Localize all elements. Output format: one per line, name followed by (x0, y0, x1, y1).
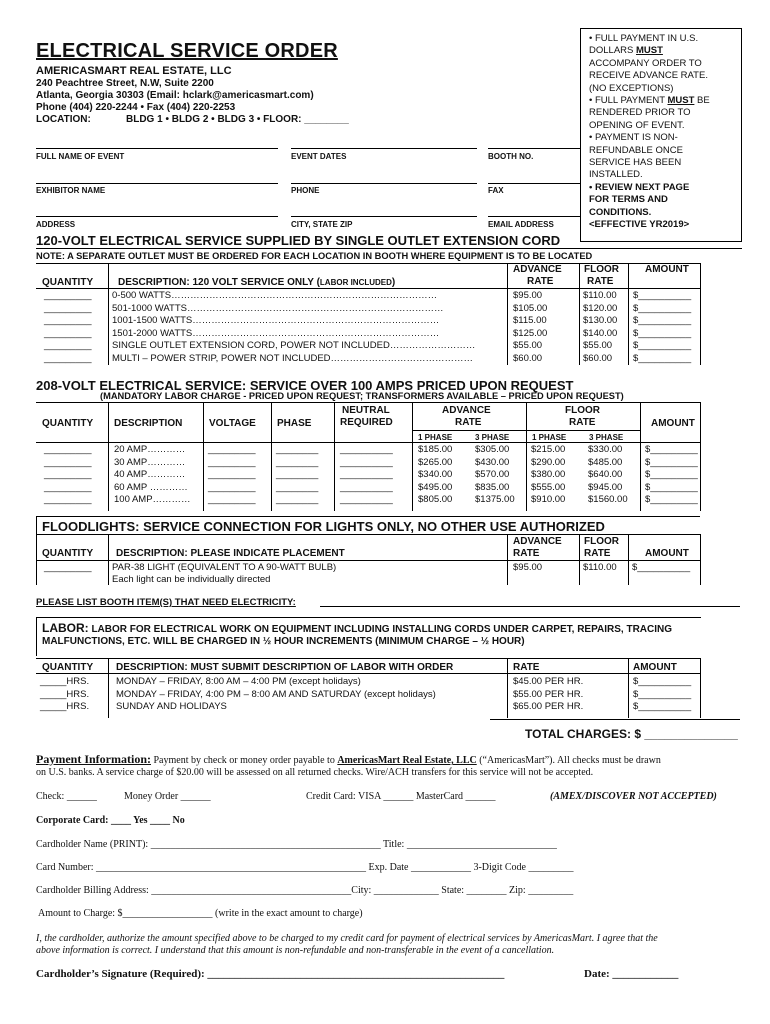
total-charges[interactable]: TOTAL CHARGES: $ ______________ (525, 727, 738, 741)
col-amount: AMOUNT (645, 264, 689, 275)
advance-rate-cell: $125.00 (513, 327, 548, 339)
page-title: ELECTRICAL SERVICE ORDER (36, 40, 338, 62)
floor-1-phase-cell: $290.00 (531, 456, 566, 468)
credit-card-option[interactable]: Credit Card: VISA ______ MasterCard ______ (306, 791, 496, 802)
rate-cell: $65.00 PER HR. (513, 701, 584, 712)
rate-cell: $55.00 PER HR. (513, 688, 584, 700)
neutral-input[interactable]: __________ (340, 494, 393, 506)
quantity-input[interactable]: _________ (44, 327, 92, 339)
notice-emphasis: MUST (636, 45, 663, 57)
description-cell: SINGLE OUTLET EXTENSION CORD, POWER NOT INCLUDED……………………… (112, 340, 476, 351)
col-neutral: NEUTRAL (342, 405, 390, 416)
floor-3-phase-cell: $485.00 (588, 456, 623, 468)
corporate-card-option[interactable]: Corporate Card: ____ Yes ____ No (36, 815, 185, 826)
quantity-input[interactable]: _________ (44, 456, 92, 468)
notice-text: DOLLARS (589, 45, 636, 57)
advance-rate-cell: $95.00 (513, 290, 543, 301)
divider (36, 288, 700, 289)
booth-items-label: PLEASE LIST BOOTH ITEM(S) THAT NEED ELECTRICITY: (36, 597, 296, 608)
col-floor: FLOOR (584, 536, 619, 547)
amount-input[interactable]: $_________ (645, 469, 698, 481)
quantity-input[interactable]: _________ (44, 302, 92, 314)
col-floor-rate: RATE (584, 548, 611, 559)
amount-input[interactable]: $_________ (645, 481, 698, 493)
notice-line: • REVIEW NEXT PAGE (589, 181, 690, 193)
notice-line: CONDITIONS. (589, 206, 652, 218)
divider (579, 263, 580, 365)
company-name: AMERICASMART REAL ESTATE, LLC (36, 65, 232, 77)
col-quantity: QUANTITY (42, 662, 94, 673)
section-floodlights-title: FLOODLIGHTS: SERVICE CONNECTION FOR LIGHTS ONLY, NO OTHER USE AUTHORIZED (42, 519, 605, 534)
notice-line: • PAYMENT IS NON- (589, 132, 678, 144)
floor-1-phase-cell: $555.00 (531, 481, 566, 493)
neutral-input[interactable]: __________ (340, 481, 393, 493)
col-3-phase: 3 PHASE (475, 433, 510, 442)
money-order-option[interactable]: Money Order ______ (124, 791, 211, 802)
description-cell: 40 AMP………… (114, 469, 186, 481)
advance-1-phase-cell: $495.00 (418, 481, 453, 493)
section-120v-note: NOTE: A SEPARATE OUTLET MUST BE ORDERED FOR EACH LOCATION IN BOOTH WHERE EQUIPMENT IS TO BE LOCATED (36, 251, 593, 261)
notice-line: (NO EXCEPTIONS) (589, 82, 674, 94)
labor-description (42, 621, 672, 635)
voltage-input[interactable]: _________ (208, 494, 256, 506)
description-cell: MULTI – POWER STRIP, POWER NOT INCLUDED……………………………………… (112, 352, 474, 364)
labor-title: LABOR: (42, 621, 89, 635)
hours-input[interactable]: _____HRS. (40, 676, 90, 687)
labor-text: LABOR FOR ELECTRICAL WORK ON EQUIPMENT INCLUDING INSTALLING CORDS UNDER CARPET, REPAIRS, TRACING (88, 624, 673, 635)
location-options[interactable]: BLDG 1 • BLDG 2 • BLDG 3 • FLOOR: ________ (126, 114, 349, 125)
floor-rate-cell: $130.00 (583, 315, 618, 326)
col-description-end: ) (391, 277, 396, 288)
floor-3-phase-cell: $1560.00 (588, 494, 628, 506)
section-120v-title: 120-VOLT ELECTRICAL SERVICE SUPPLIED BY SINGLE OUTLET EXTENSION CORD (36, 233, 561, 248)
floodlight-note: Each light can be individually directed (112, 574, 271, 585)
amount-to-charge-field[interactable]: Amount to Charge: $__________________ (write in the exact amount to charge) (38, 908, 363, 919)
full-name-label: FULL NAME OF EVENT (36, 152, 125, 161)
authorization-text-1: I, the cardholder, authorize the amount specified above to be charged to my credit card for payment of electrical services by AmericasMart. I agree that the (36, 933, 658, 944)
phase-input[interactable]: ________ (276, 456, 319, 468)
amount-input[interactable]: $__________ (633, 315, 692, 326)
divider (507, 263, 508, 365)
amount-input[interactable]: $__________ (633, 701, 692, 712)
col-description (118, 277, 395, 288)
phase-input[interactable]: ________ (276, 469, 319, 481)
cardholder-name-field[interactable]: Cardholder Name (PRINT): ______________________________________________ Title: ______________________________ (36, 839, 557, 850)
floodlight-amount[interactable]: $__________ (632, 562, 691, 573)
col-floor: FLOOR (584, 264, 619, 275)
description-cell: 501-1000 WATTS……………………………………………………………………… (112, 302, 444, 314)
advance-rate-cell: $60.00 (513, 352, 543, 364)
company-city-email: Atlanta, Georgia 30303 (Email: hclark@americasmart.com) (36, 90, 314, 101)
quantity-input[interactable]: _________ (44, 444, 92, 455)
divider (36, 673, 700, 674)
col-neutral-required: REQUIRED (340, 417, 393, 428)
event-dates-field[interactable] (291, 148, 477, 149)
floor-1-phase-cell: $215.00 (531, 444, 566, 455)
advance-1-phase-cell: $805.00 (418, 494, 453, 506)
notice-emphasis: MUST (667, 95, 695, 107)
neutral-input[interactable]: __________ (340, 444, 393, 455)
advance-1-phase-cell: $265.00 (418, 456, 453, 468)
description-cell: 1501-2000 WATTS…………………………………………………………………… (112, 327, 440, 339)
amount-input[interactable]: $__________ (633, 352, 692, 364)
description-cell: 20 AMP………… (114, 444, 186, 455)
divider (36, 442, 700, 443)
advance-3-phase-cell: $1375.00 (475, 494, 515, 506)
floodlight-advance-rate: $95.00 (513, 562, 543, 573)
divider (700, 402, 701, 511)
col-advance: ADVANCE (513, 264, 562, 275)
divider (412, 430, 640, 431)
phase-input[interactable]: ________ (276, 444, 319, 455)
quantity-input[interactable]: _________ (44, 352, 92, 364)
floor-rate-cell: $140.00 (583, 327, 618, 339)
quantity-input[interactable]: _________ (44, 481, 92, 493)
advance-3-phase-cell: $835.00 (475, 481, 510, 493)
phase-input[interactable]: ________ (276, 494, 319, 506)
divider (334, 402, 335, 511)
divider (36, 516, 700, 517)
quantity-input[interactable]: _________ (44, 494, 92, 506)
event-dates-label: EVENT DATES (291, 152, 347, 161)
divider (700, 534, 701, 585)
advance-1-phase-cell: $340.00 (418, 469, 453, 481)
amount-input[interactable]: $_________ (645, 456, 698, 468)
notice-line: RECEIVE ADVANCE RATE. (589, 70, 708, 82)
quantity-input[interactable]: _________ (44, 340, 92, 351)
amount-input[interactable]: $__________ (633, 340, 692, 351)
floor-rate-cell: $55.00 (583, 340, 613, 351)
floor-3-phase-cell: $945.00 (588, 481, 623, 493)
col-advance: ADVANCE (442, 405, 491, 416)
description-cell: 60 AMP ………… (114, 481, 188, 493)
notice-line: ACCOMPANY ORDER TO (589, 57, 702, 69)
notice-line (589, 45, 739, 57)
notice-text: BE (694, 95, 710, 107)
exhibitor-field[interactable] (36, 183, 278, 184)
description-cell: 1001-1500 WATTS…………………………………………………………………… (112, 315, 440, 326)
quantity-input[interactable]: _________ (44, 469, 92, 481)
notice-line: OPENING OF EVENT. (589, 119, 685, 131)
payee-name: AmericasMart Real Estate, LLC (337, 755, 477, 766)
voltage-input[interactable]: _________ (208, 456, 256, 468)
description-cell: 0-500 WATTS………………………………………………………………………… (112, 290, 438, 301)
divider (700, 658, 701, 718)
col-1-phase: 1 PHASE (418, 433, 453, 442)
description-cell: 100 AMP………… (114, 494, 191, 506)
divider (108, 658, 109, 718)
city-field[interactable] (291, 216, 477, 217)
check-option[interactable]: Check: ______ (36, 791, 97, 802)
divider (108, 263, 109, 365)
neutral-input[interactable]: __________ (340, 456, 393, 468)
notice-text: • FULL PAYMENT (589, 95, 668, 107)
col-description: DESCRIPTION (114, 418, 183, 429)
company-address: 240 Peachtree Street, N.W, Suite 2200 (36, 78, 214, 89)
floor-1-phase-cell: $380.00 (531, 469, 566, 481)
advance-1-phase-cell: $185.00 (418, 444, 453, 455)
divider (490, 719, 740, 720)
divider (203, 402, 204, 511)
labor-text-line2: MALFUNCTIONS, ETC. WILL BE CHARGED IN ½ HOUR INCREMENTS (MINIMUM CHARGE – ½ HOUR) (42, 636, 525, 647)
email-field[interactable] (488, 216, 580, 217)
amount-input[interactable]: $__________ (633, 290, 692, 301)
notice-line: FOR TERMS AND (589, 194, 668, 206)
date-field[interactable]: Date: ____________ (584, 968, 679, 980)
exhibitor-label: EXHIBITOR NAME (36, 186, 106, 195)
payment-text: (“AmericasMart”). All checks must be drawn (476, 755, 661, 766)
notice-line: REFUNDABLE ONCE (589, 144, 683, 156)
billing-address-field[interactable]: Cardholder Billing Address: ________________________________________City: _____________ State: ________ Zip: _________ (36, 885, 574, 896)
divider (640, 402, 641, 511)
location-label: LOCATION: (36, 114, 91, 125)
description-cell: SUNDAY AND HOLIDAYS (116, 701, 227, 712)
notice-line: SERVICE HAS BEEN (589, 157, 682, 169)
col-advance-rate: RATE (527, 276, 554, 287)
booth-items-field[interactable] (320, 606, 740, 607)
notice-line: <EFFECTIVE YR2019> (589, 219, 690, 231)
quantity-input[interactable]: _________ (44, 315, 92, 326)
col-quantity: QUANTITY (42, 418, 94, 429)
divider (271, 402, 272, 511)
divider (36, 560, 700, 561)
description-cell: MONDAY – FRIDAY, 8:00 AM – 4:00 PM (except holidays) (116, 676, 361, 687)
authorization-text-2: above information is correct. I understand that this amount is non-refundable and non-transferable in the event of a cancellation. (36, 945, 555, 956)
col-advance-rate: RATE (455, 417, 482, 428)
col-phase: PHASE (277, 418, 312, 429)
floor-3-phase-cell: $330.00 (588, 444, 623, 455)
voltage-input[interactable]: _________ (208, 469, 256, 481)
divider (36, 248, 742, 249)
payment-heading: Payment Information: (36, 752, 151, 766)
advance-rate-cell: $115.00 (513, 315, 547, 326)
divider (108, 402, 109, 511)
voltage-input[interactable]: _________ (208, 481, 256, 493)
col-3-phase: 3 PHASE (589, 433, 624, 442)
divider (36, 516, 37, 585)
phase-input[interactable]: ________ (276, 481, 319, 493)
amount-input[interactable]: $__________ (633, 688, 692, 700)
col-amount: AMOUNT (651, 418, 695, 429)
amount-input[interactable]: $_________ (645, 444, 698, 455)
floor-rate-cell: $120.00 (583, 302, 618, 314)
fax-field[interactable] (488, 183, 580, 184)
card-number-field[interactable]: Card Number: ______________________________________________________ Exp. Date ____________ 3-Digit Code _________ (36, 862, 574, 873)
col-amount: AMOUNT (645, 548, 689, 559)
col-description: DESCRIPTION: PLEASE INDICATE PLACEMENT (116, 548, 345, 559)
payment-text: Payment by check or money order payable to (150, 755, 338, 766)
floor-1-phase-cell: $910.00 (531, 494, 566, 506)
amex-notice: (AMEX/DISCOVER NOT ACCEPTED) (550, 791, 717, 802)
notice-line (589, 95, 739, 107)
amount-input[interactable]: $_________ (645, 494, 698, 506)
advance-3-phase-cell: $305.00 (475, 444, 510, 455)
phone-field[interactable] (291, 183, 477, 184)
payment-notice-text (589, 33, 739, 232)
col-rate: RATE (513, 662, 540, 673)
col-floor-rate: RATE (587, 276, 614, 287)
voltage-input[interactable]: _________ (208, 444, 256, 455)
col-voltage: VOLTAGE (209, 418, 256, 429)
col-description: DESCRIPTION: MUST SUBMIT DESCRIPTION OF LABOR WITH ORDER (116, 662, 454, 673)
col-quantity: QUANTITY (42, 548, 94, 559)
divider (412, 402, 413, 511)
floodlight-quantity[interactable]: _________ (44, 562, 92, 573)
divider (526, 402, 527, 511)
notice-line: INSTALLED. (589, 169, 643, 181)
quantity-input[interactable]: _________ (44, 290, 92, 301)
fax-label: FAX (488, 186, 504, 195)
address-label: ADDRESS (36, 220, 76, 229)
payment-info-line2: on U.S. banks. A service charge of $20.00 will be assessed on all returned checks. Wire/ACH transfers for this service will not be accepted. (36, 767, 594, 778)
amount-input[interactable]: $__________ (633, 676, 692, 687)
amount-input[interactable]: $__________ (633, 327, 692, 339)
booth-no-label: BOOTH NO. (488, 152, 534, 161)
description-cell: 30 AMP………… (114, 456, 186, 468)
col-quantity: QUANTITY (42, 277, 94, 288)
col-advance: ADVANCE (513, 536, 562, 547)
advance-3-phase-cell: $430.00 (475, 456, 510, 468)
col-description-text: DESCRIPTION: 120 VOLT SERVICE ONLY ( (118, 277, 320, 288)
notice-line: • FULL PAYMENT IN U.S. (589, 33, 699, 44)
advance-rate-cell: $105.00 (513, 302, 548, 314)
divider (700, 263, 701, 365)
floodlight-floor-rate: $110.00 (583, 562, 617, 573)
neutral-input[interactable]: __________ (340, 469, 393, 481)
booth-no-field[interactable] (488, 148, 580, 149)
floodlight-description: PAR-38 LIGHT (EQUIVALENT TO A 90-WATT BULB) (112, 562, 337, 573)
col-description-note: LABOR INCLUDED (319, 278, 392, 287)
company-phone-fax: Phone (404) 220-2244 • Fax (404) 220-2253 (36, 102, 236, 113)
col-floor-rate: RATE (569, 417, 596, 428)
col-floor: FLOOR (565, 405, 600, 416)
phone-label: PHONE (291, 186, 320, 195)
full-name-field[interactable] (36, 148, 278, 149)
section-208v-title: 208-VOLT ELECTRICAL SERVICE: SERVICE OVER 100 AMPS PRICED UPON REQUEST (36, 378, 574, 393)
payment-info-line1 (36, 752, 661, 767)
notice-line: RENDERED PRIOR TO (589, 107, 691, 119)
city-label: CITY, STATE ZIP (291, 220, 353, 229)
rate-cell: $45.00 PER HR. (513, 676, 584, 687)
hours-input[interactable]: _____HRS. (40, 688, 90, 700)
advance-3-phase-cell: $570.00 (475, 469, 510, 481)
floor-3-phase-cell: $640.00 (588, 469, 623, 481)
advance-rate-cell: $55.00 (513, 340, 543, 351)
signature-field[interactable]: Cardholder’s Signature (Required): ______________________________________________________ (36, 968, 505, 980)
col-advance-rate: RATE (513, 548, 540, 559)
floor-rate-cell: $60.00 (583, 352, 613, 364)
description-cell: MONDAY – FRIDAY, 4:00 PM – 8:00 AM AND SATURDAY (except holidays) (116, 688, 436, 700)
col-1-phase: 1 PHASE (532, 433, 567, 442)
col-amount: AMOUNT (633, 662, 677, 673)
divider (507, 658, 508, 718)
email-label: EMAIL ADDRESS (488, 220, 554, 229)
divider (628, 263, 629, 365)
hours-input[interactable]: _____HRS. (40, 701, 90, 712)
divider (628, 658, 629, 718)
address-field[interactable] (36, 216, 278, 217)
floor-rate-cell: $110.00 (583, 290, 617, 301)
section-208v-subtitle: (MANDATORY LABOR CHARGE - PRICED UPON REQUEST; TRANSFORMERS AVAILABLE – PRICED UPON REQUEST) (100, 391, 624, 401)
amount-input[interactable]: $__________ (633, 302, 692, 314)
